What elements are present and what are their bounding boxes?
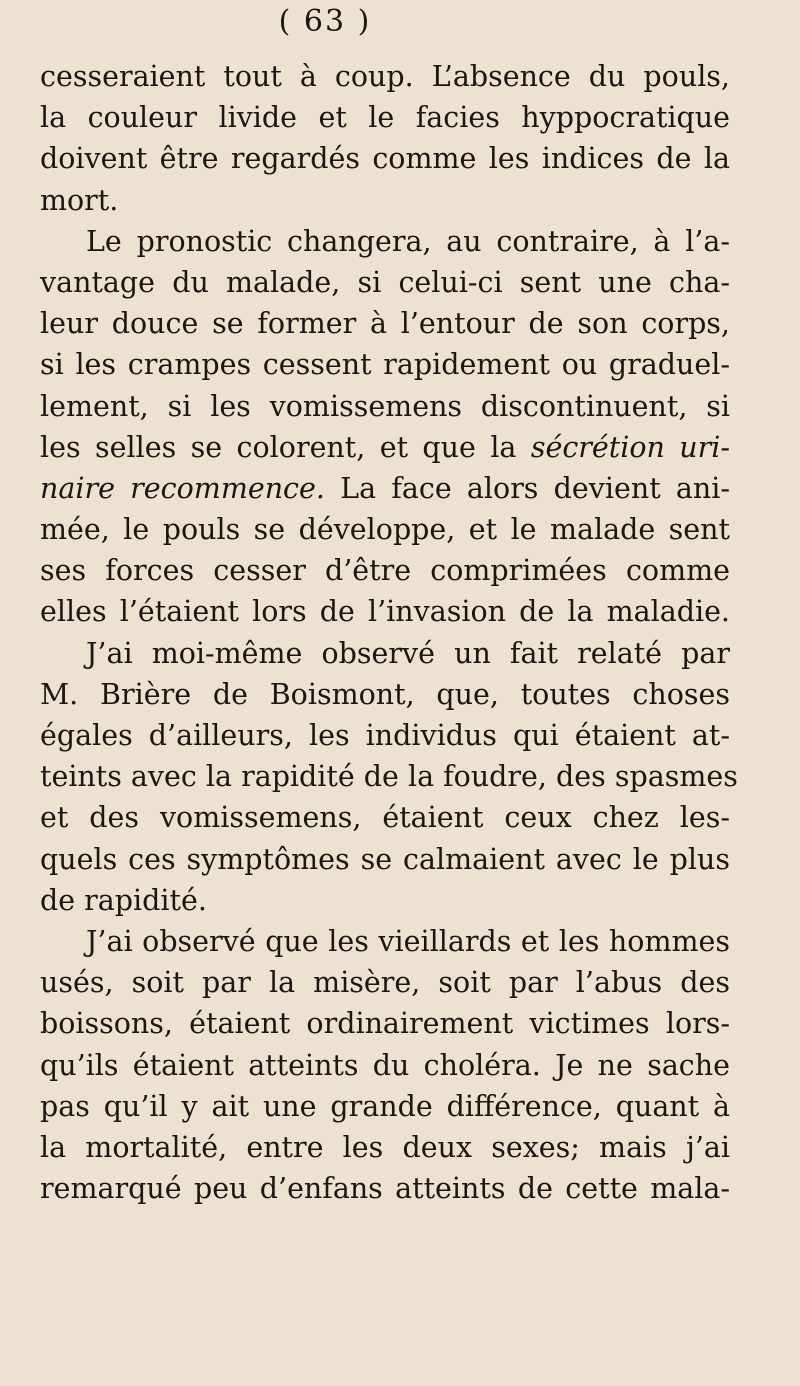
text-line: elles l’étaient lors de l’invasion de la maladie. [40, 595, 730, 629]
text-line: teints avec la rapidité de la foudre, des spasmes [40, 760, 738, 794]
paragraph-start-line: J’ai observé que les vieillards et les hommes [86, 924, 730, 958]
text-line: naire recommence. La face alors devient ani- [40, 471, 730, 505]
text-line: les selles se colorent, et que la sécrétion uri- [40, 430, 731, 464]
paragraph-start-line: J’ai moi-même observé un fait relaté par [86, 636, 730, 670]
text-line: M. Brière de Boismont, que, toutes choses [40, 677, 730, 711]
text-line: quels ces symptômes se calmaient avec le plus [40, 842, 730, 876]
text-line: si les crampes cessent rapidement ou graduel- [40, 348, 730, 382]
text-line: pas qu’il y ait une grande différence, quant à [40, 1089, 730, 1123]
text-line: la mortalité, entre les deux sexes; mais j’ai [40, 1130, 730, 1164]
text-line: mée, le pouls se développe, et le malade sent [40, 513, 730, 547]
text-line: et des vomissemens, étaient ceux chez les- [40, 801, 730, 835]
text-line: vantage du malade, si celui-ci sent une cha- [40, 265, 730, 299]
text-line: lement, si les vomissemens discontinuent, si [40, 389, 730, 423]
text-line: usés, soit par la misère, soit par l’abus des [40, 966, 730, 1000]
text-line: leur douce se former à l’entour de son corps, [40, 307, 730, 341]
text-line: doivent être regardés comme les indices de la [40, 142, 730, 176]
paragraph-start-line: Le pronostic changera, au contraire, à l’a- [86, 224, 730, 258]
page-number: ( 63 ) [278, 4, 372, 39]
italic-text: naire recommence. [40, 471, 325, 505]
body-text [40, 56, 738, 1209]
text-line: boissons, étaient ordinairement victimes lors- [40, 1007, 730, 1041]
text-line: égales d’ailleurs, les individus qui étaient at- [40, 719, 730, 752]
text-line: remarqué peu d’enfans atteints de cette mala- [40, 1172, 730, 1206]
text-line: qu’ils étaient atteints du choléra. Je ne sache [40, 1048, 730, 1082]
text-line: de rapidité. [40, 883, 207, 917]
text-line: mort. [40, 183, 119, 217]
italic-text: sécrétion uri- [530, 430, 731, 464]
text-line: cesseraient tout à coup. L’absence du pouls, [40, 60, 730, 93]
text-line: ses forces cesser d’être comprimées comme [40, 554, 730, 588]
text-line: la couleur livide et le facies hyppocratique [40, 101, 730, 135]
